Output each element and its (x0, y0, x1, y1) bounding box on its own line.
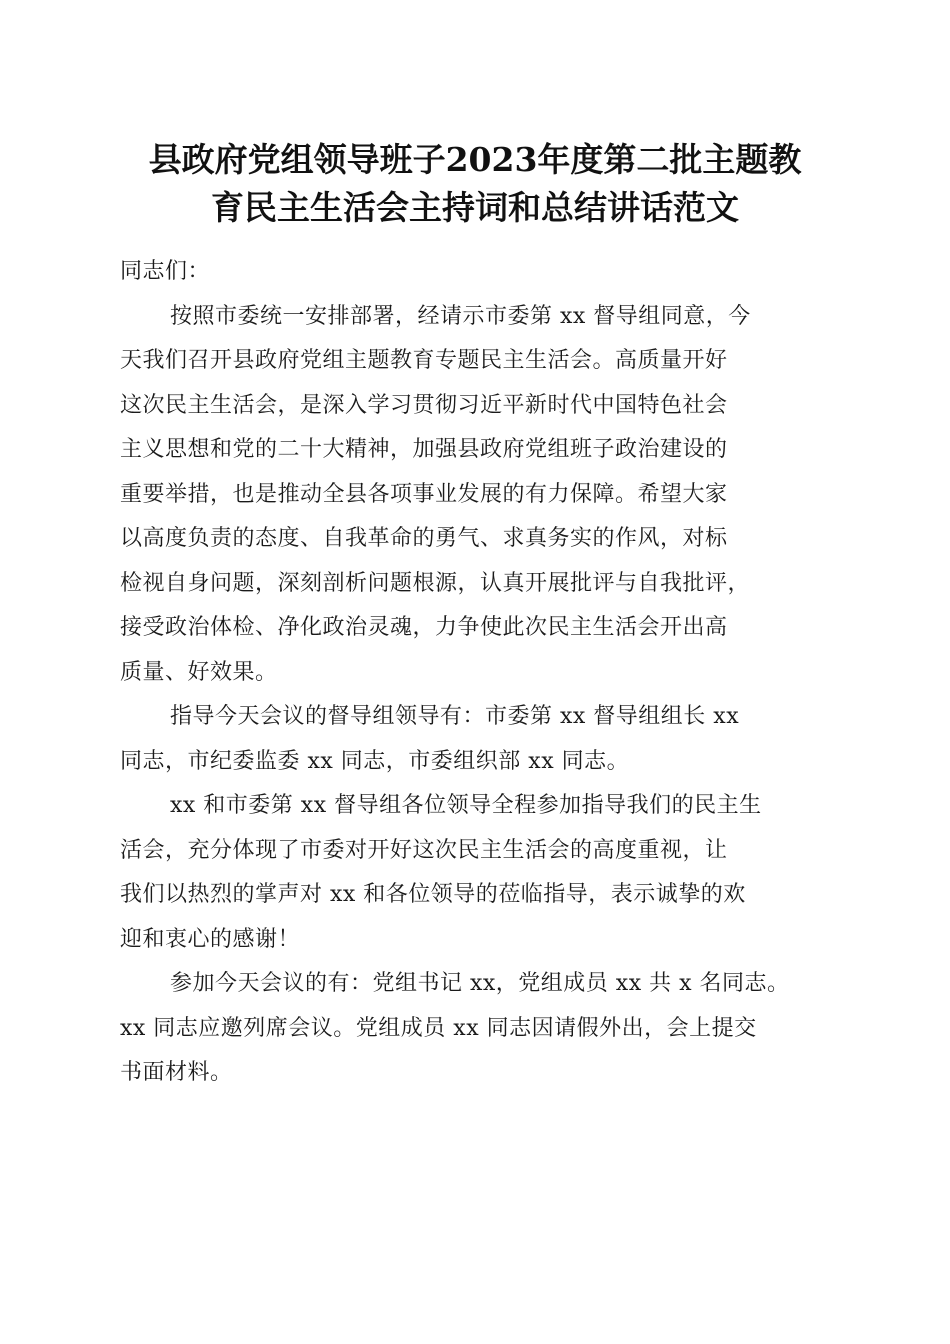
title-line-1: 县政府党组领导班子2023年度第二批主题教 (148, 140, 802, 179)
paragraph-line: 这次民主生活会，是深入学习贯彻习近平新时代中国特色社会 (120, 392, 728, 418)
paragraph-line: 同志，市纪委监委 xx 同志，市委组织部 xx 同志。 (120, 748, 630, 774)
paragraph-line: xx 和市委第 xx 督导组各位领导全程参加指导我们的民主生 (170, 793, 762, 818)
salutation-text: 同志们： (120, 259, 211, 284)
paragraph-line: 按照市委统一安排部署，经请示市委第 xx 督导组同意，今 (170, 303, 751, 329)
paragraph-line: 天我们召开县政府党组主题教育专题民主生活会。高质量开好 (120, 348, 728, 373)
paragraph-line: 接受政治体检、净化政治灵魂，力争使此次民主生活会开出高 (120, 615, 728, 640)
paragraph-line: 检视自身问题，深刻剖析问题根源，认真开展批评与自我批评， (120, 570, 751, 596)
paragraph-line: 质量、好效果。 (120, 659, 278, 685)
document-title (100, 136, 850, 232)
paragraph-line: 指导今天会议的督导组领导有：市委第 xx 督导组组长 xx (170, 704, 740, 729)
title-line-2: 育民主生活会主持词和总结讲话范文 (211, 188, 739, 227)
paragraph-line: 参加今天会议的有：党组书记 xx，党组成员 xx 共 x 名同志。 (170, 971, 790, 996)
paragraph-line: xx 同志应邀列席会议。党组成员 xx 同志因请假外出，会上提交 (120, 1015, 757, 1041)
paragraph-line: 主义思想和党的二十大精神，加强县政府党组班子政治建设的 (120, 437, 728, 462)
paragraph-line: 书面材料。 (120, 1060, 233, 1085)
paragraph-3 (120, 784, 840, 962)
paragraph-line: 迎和衷心的感谢！ (120, 926, 301, 952)
paragraph-1 (120, 295, 840, 696)
salutation (120, 250, 840, 295)
paragraph-line: 以高度负责的态度、自我革命的勇气、求真务实的作风，对标 (120, 526, 728, 551)
paragraph-line: 重要举措，也是推动全县各项事业发展的有力保障。希望大家 (120, 481, 728, 507)
paragraph-line: 我们以热烈的掌声对 xx 和各位领导的莅临指导，表示诚挚的欢 (120, 882, 746, 907)
paragraph-line: 活会，充分体现了市委对开好这次民主生活会的高度重视，让 (120, 837, 728, 863)
document-body (120, 250, 840, 1096)
paragraph-2 (120, 695, 840, 784)
paragraph-4 (120, 962, 840, 1096)
